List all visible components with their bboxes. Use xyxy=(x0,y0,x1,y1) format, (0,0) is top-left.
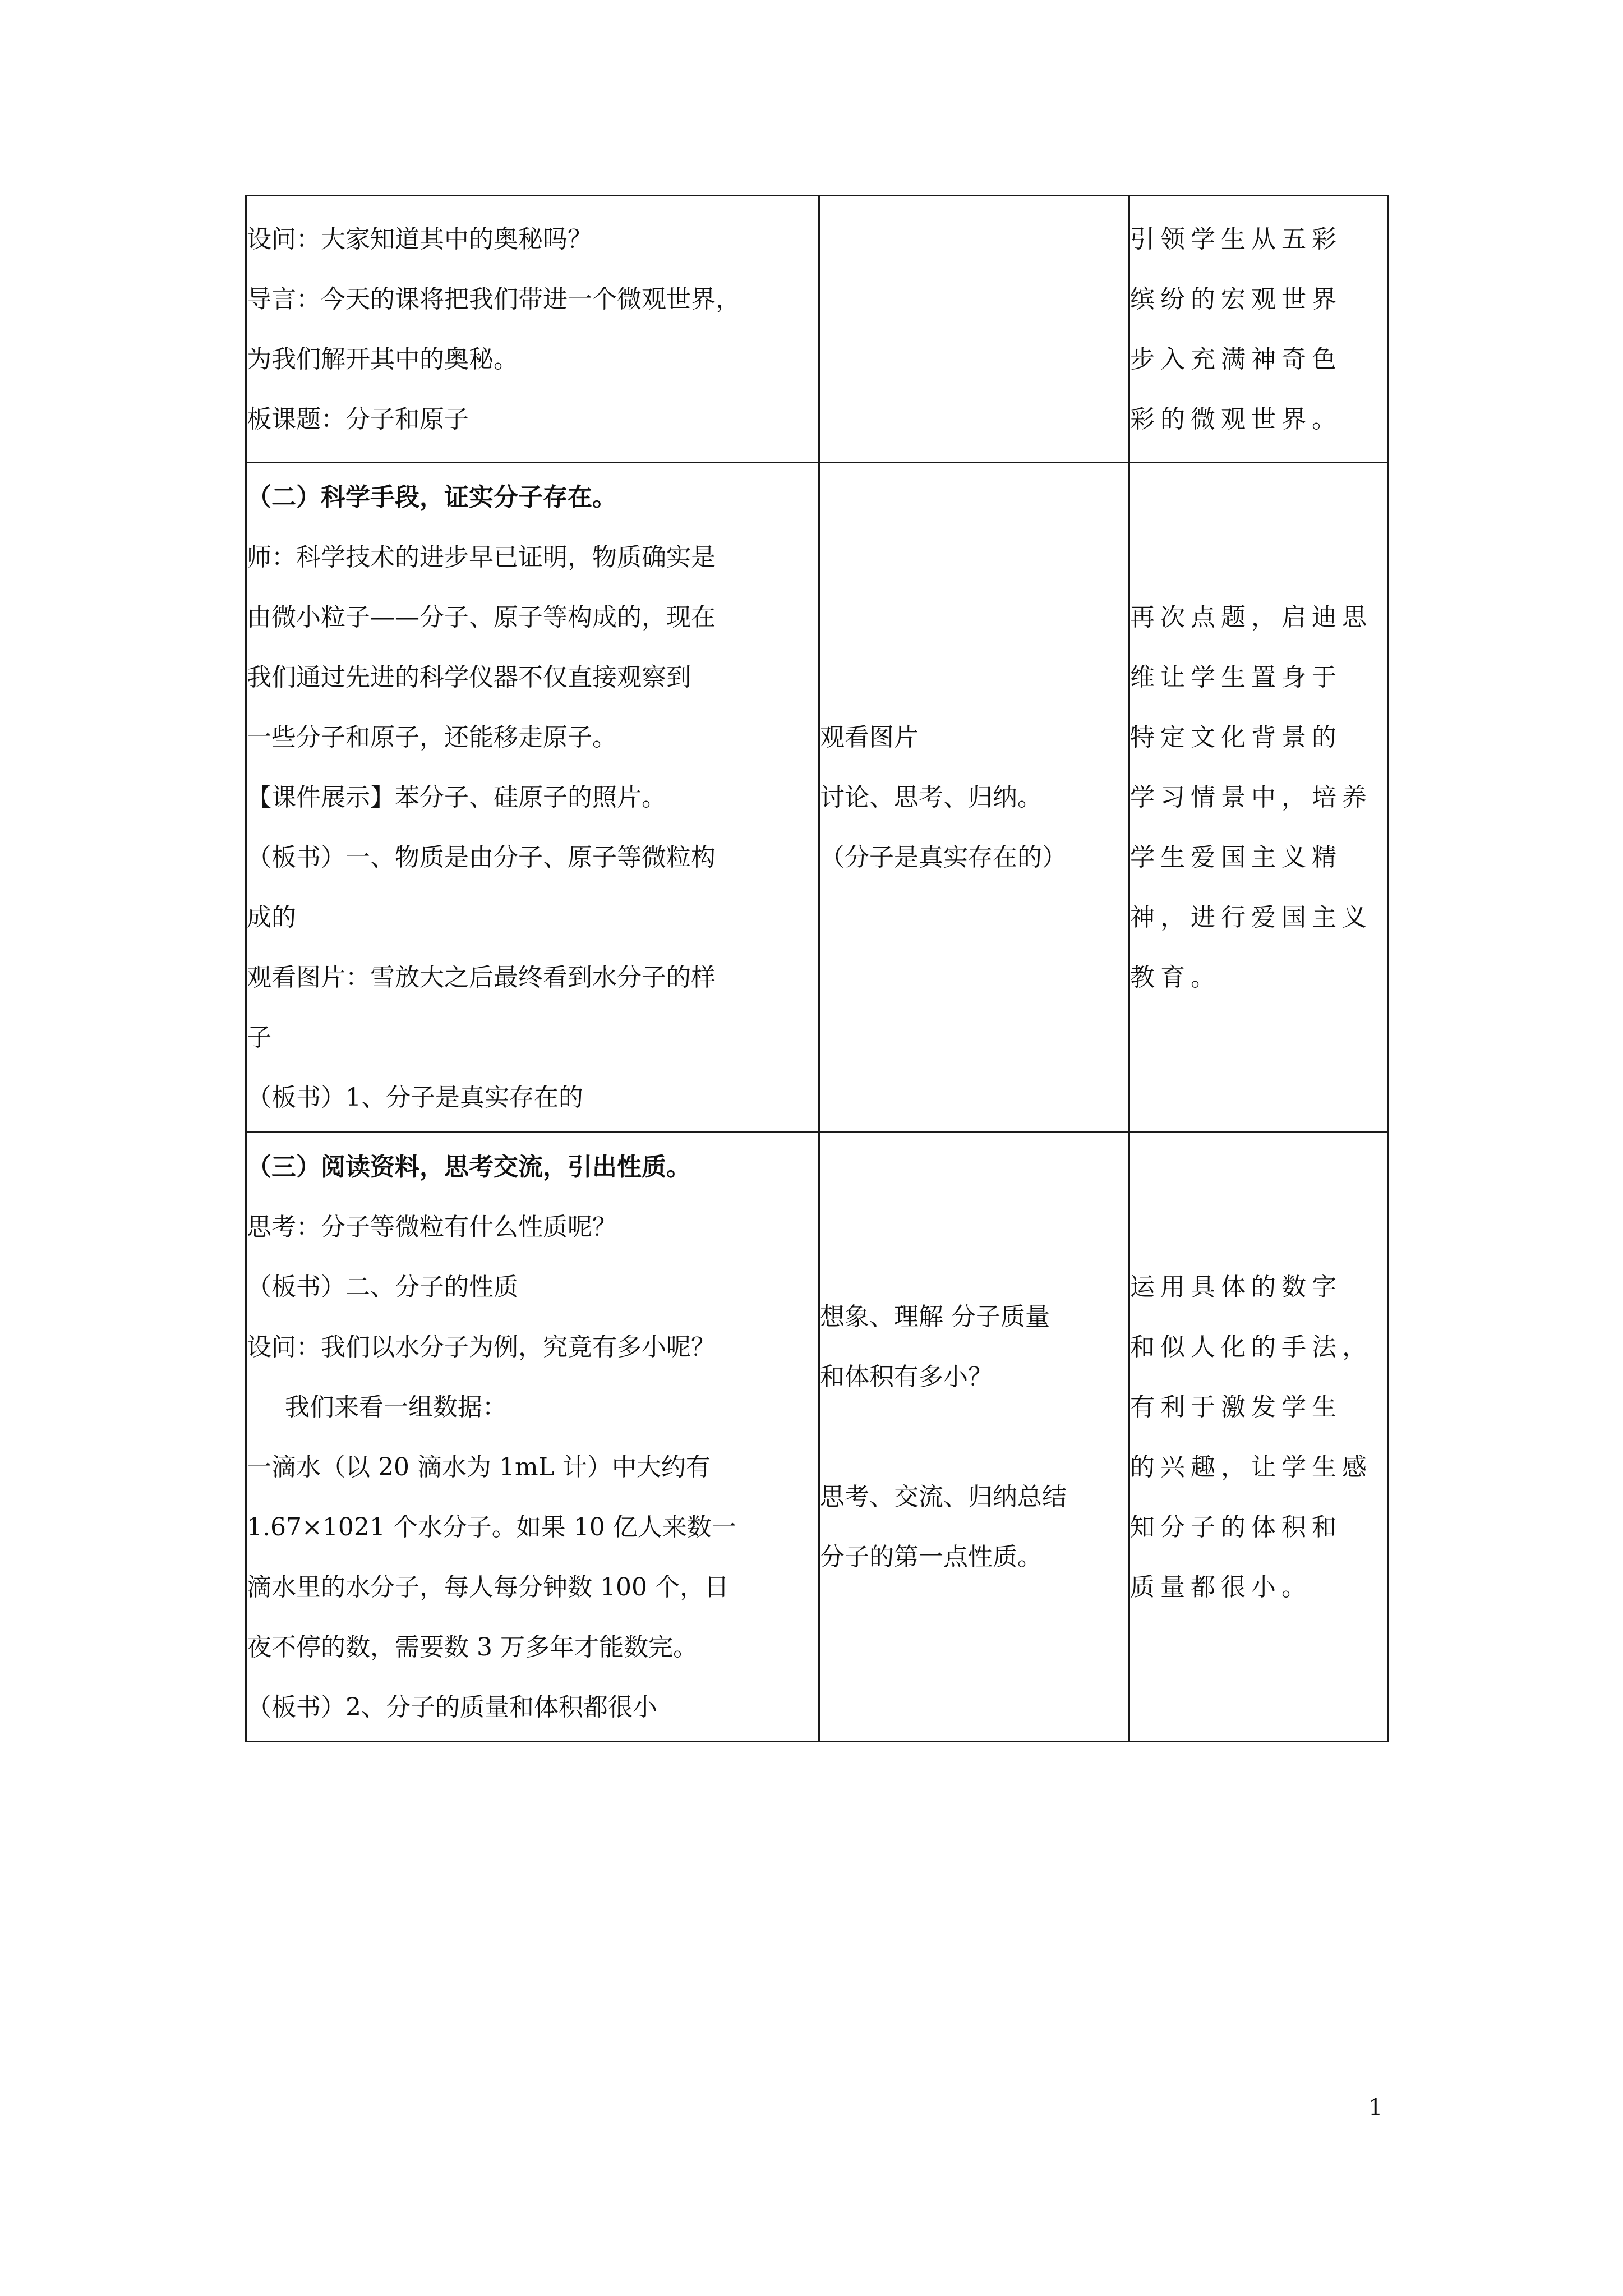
text-line: 设问：大家知道其中的奥秘吗？ xyxy=(247,224,592,254)
text-line: 学习情景中，培养 xyxy=(1130,783,1372,812)
text-line: 我们来看一组数据： xyxy=(285,1392,507,1421)
text-line: （板书）1、分子是真实存在的 xyxy=(247,1083,583,1112)
text-line: 师：科学技术的进步早已证明，物质确实是 xyxy=(247,543,716,572)
text-line: 质量都很小。 xyxy=(1130,1572,1312,1602)
text-line: 有利于激发学生 xyxy=(1130,1392,1342,1421)
text-line: 分子的第一点性质。 xyxy=(820,1543,1042,1571)
text-line: 神，进行爱国主义 xyxy=(1130,903,1372,932)
table-row xyxy=(246,196,1388,463)
text-line: 知分子的体积和 xyxy=(1130,1512,1342,1542)
lesson-plan-table xyxy=(245,195,1389,1742)
text-line: （板书）2、分子的质量和体积都很小 xyxy=(247,1692,657,1722)
teacher-activity-cell xyxy=(246,1133,819,1742)
text-line: 为我们解开其中的奥秘。 xyxy=(247,344,518,374)
text-line: （分子是真实存在的） xyxy=(820,843,1067,872)
text-line: 彩的微观世界。 xyxy=(1130,404,1342,434)
text-line: 和体积有多小？ xyxy=(820,1363,993,1391)
design-intent-cell xyxy=(1129,1133,1388,1742)
design-intent-cell xyxy=(1129,463,1388,1133)
page-number: 1 xyxy=(1368,2095,1383,2120)
text-line: 学生爱国主义精 xyxy=(1130,843,1342,872)
text-line: 板课题：分子和原子 xyxy=(247,404,469,434)
student-activity-cell xyxy=(819,463,1129,1133)
text-line: 再次点题，启迪思 xyxy=(1130,603,1372,632)
text-line: 教育。 xyxy=(1130,963,1221,992)
teacher-activity-cell xyxy=(246,463,819,1133)
text-line: 设问：我们以水分子为例，究竟有多小呢？ xyxy=(247,1332,716,1361)
text-line: 观看图片：雪放大之后最终看到水分子的样 xyxy=(247,963,716,992)
text-line: 由微小粒子——分子、原子等构成的，现在 xyxy=(247,603,716,632)
text-line: 滴水里的水分子，每人每分钟数 100 个，日 xyxy=(247,1572,729,1602)
text-line: 运用具体的数字 xyxy=(1130,1272,1342,1301)
text-line: （板书）一、物质是由分子、原子等微粒构 xyxy=(247,843,716,872)
table-row xyxy=(246,1133,1388,1742)
text-line: 的兴趣，让学生感 xyxy=(1130,1452,1372,1481)
text-line: 一些分子和原子，还能移走原子。 xyxy=(247,723,617,752)
text-line: 特定文化背景的 xyxy=(1130,723,1342,752)
text-line: 1.67×1021 个水分子。如果 10 亿人来数一 xyxy=(247,1512,736,1542)
text-line: 夜不停的数，需要数 3 万多年才能数完。 xyxy=(247,1632,698,1662)
text-line: 思考、交流、归纳总结 xyxy=(820,1483,1067,1511)
text-line: 讨论、思考、归纳。 xyxy=(820,783,1042,812)
table-row xyxy=(246,463,1388,1133)
text-line: 【课件展示】苯分子、硅原子的照片。 xyxy=(247,783,666,812)
text-line: 成的 xyxy=(247,903,296,932)
section-heading: （二）科学手段，证实分子存在。 xyxy=(247,483,617,512)
text-line: 引领学生从五彩 xyxy=(1130,224,1342,254)
teacher-activity-cell xyxy=(246,196,819,463)
section-heading: （三）阅读资料，思考交流，引出性质。 xyxy=(247,1152,691,1181)
design-intent-cell xyxy=(1129,196,1388,463)
text-line: 子 xyxy=(247,1023,271,1052)
text-line: 我们通过先进的科学仪器不仅直接观察到 xyxy=(247,663,691,692)
text-line: 一滴水（以 20 滴水为 1mL 计）中大约有 xyxy=(247,1452,711,1481)
text-line: 维让学生置身于 xyxy=(1130,663,1342,692)
text-line: 缤纷的宏观世界 xyxy=(1130,284,1342,314)
student-activity-cell xyxy=(819,1133,1129,1742)
text-line: 观看图片 xyxy=(820,723,919,752)
text-line: 想象、理解 分子质量 xyxy=(820,1303,1050,1331)
text-line: 思考：分子等微粒有什么性质呢？ xyxy=(247,1212,617,1241)
spacer xyxy=(820,1407,1128,1467)
text-line: 和似人化的手法， xyxy=(1130,1332,1372,1361)
text-line: 步入充满神奇色 xyxy=(1130,344,1342,374)
text-line: 导言：今天的课将把我们带进一个微观世界， xyxy=(247,284,740,314)
student-activity-cell xyxy=(819,196,1129,463)
text-line: （板书）二、分子的性质 xyxy=(247,1272,518,1301)
